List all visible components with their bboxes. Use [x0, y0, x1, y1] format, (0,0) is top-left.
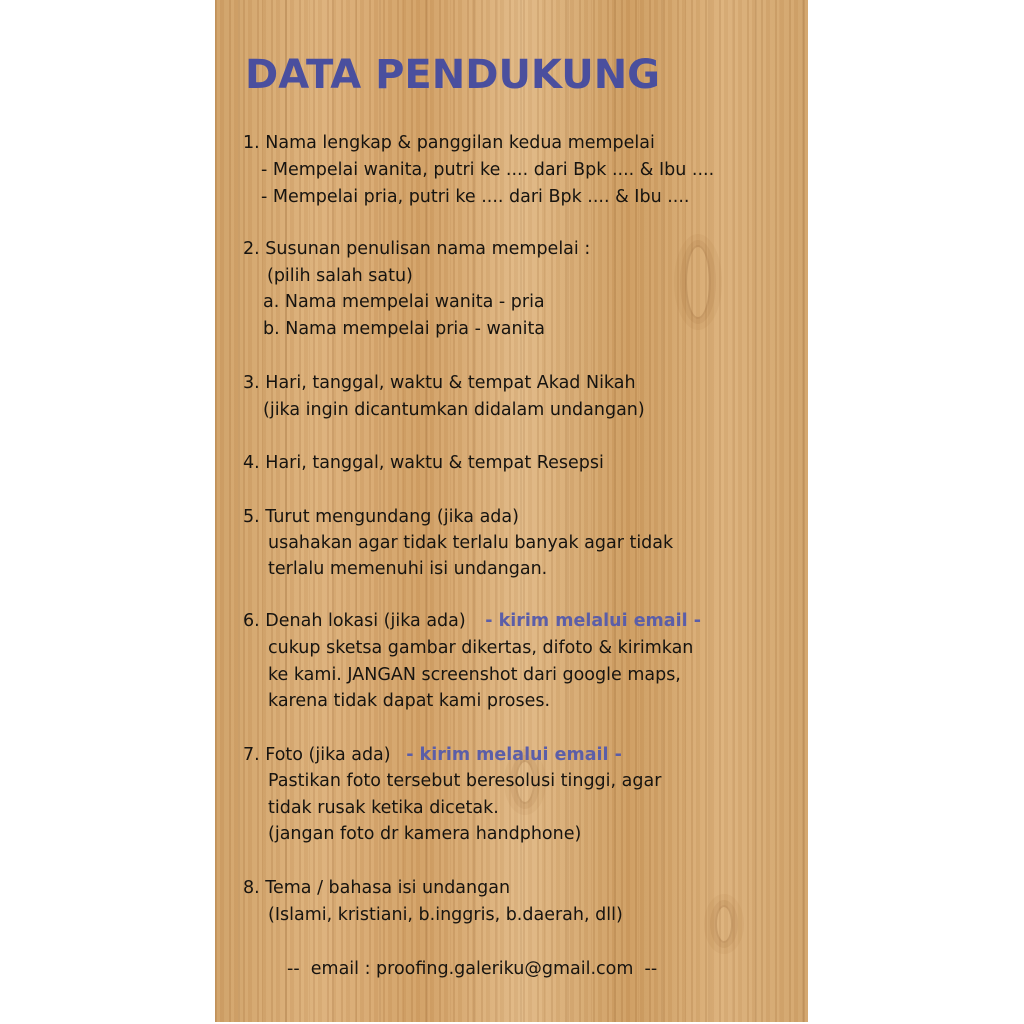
email-note: - kirim melalui email -: [406, 745, 622, 765]
item-6-line: cukup sketsa gambar dikertas, difoto & kirimkan: [268, 638, 694, 658]
item-8-line: (Islami, kristiani, b.inggris, b.daerah, dll): [268, 905, 623, 925]
item-7-line: (jangan foto dr kamera handphone): [268, 824, 582, 844]
page-title: DATA PENDUKUNG: [245, 52, 660, 98]
item-1-line: - Mempelai pria, putri ke .... dari Bpk .... & Ibu ....: [261, 187, 690, 207]
item-heading-text: Denah lokasi (jika ada): [265, 611, 466, 631]
item-heading-text: Hari, tanggal, waktu & tempat Akad Nikah: [265, 373, 636, 393]
item-heading-text: Nama lengkap & panggilan kedua mempelai: [265, 133, 655, 153]
item-7-heading: [243, 742, 622, 768]
item-6-line: ke kami. JANGAN screenshot dari google maps,: [268, 665, 681, 685]
item-4-heading: [243, 450, 604, 476]
wood-panel: [215, 0, 808, 1022]
item-5-line: terlalu memenuhi isi undangan.: [268, 559, 548, 579]
item-3-line: (jika ingin dicantumkan didalam undangan): [263, 400, 645, 420]
item-1-heading: [243, 130, 655, 156]
item-number: 6.: [243, 611, 260, 631]
item-7-line: Pastikan foto tersebut beresolusi tinggi, agar: [268, 771, 662, 791]
item-1-line: - Mempelai wanita, putri ke .... dari Bpk .... & Ibu ....: [261, 160, 715, 180]
item-heading-text: Tema / bahasa isi undangan: [265, 878, 511, 898]
item-5-line: usahakan agar tidak terlalu banyak agar tidak: [268, 533, 674, 553]
item-number: 8.: [243, 878, 260, 898]
item-2-option-b: b. Nama mempelai pria - wanita: [263, 319, 546, 339]
footer-email: -- email : proofing.galeriku@gmail.com --: [287, 959, 658, 979]
item-6-heading: [243, 608, 701, 634]
item-7-line: tidak rusak ketika dicetak.: [268, 798, 499, 818]
email-note: - kirim melalui email -: [485, 611, 701, 631]
item-number: 3.: [243, 373, 260, 393]
item-heading-text: Turut mengundang (jika ada): [265, 507, 519, 527]
item-number: 1.: [243, 133, 260, 153]
item-heading-text: Hari, tanggal, waktu & tempat Resepsi: [265, 453, 604, 473]
item-2-option-a: a. Nama mempelai wanita - pria: [263, 292, 545, 312]
wood-knot-decoration: [685, 245, 711, 319]
item-number: 7.: [243, 745, 260, 765]
item-number: 2.: [243, 239, 260, 259]
item-number: 5.: [243, 507, 260, 527]
wood-knot-decoration: [715, 905, 733, 943]
item-2-heading: [243, 236, 590, 262]
item-heading-text: Susunan penulisan nama mempelai :: [265, 239, 591, 259]
item-5-heading: [243, 504, 519, 530]
item-3-heading: [243, 370, 636, 396]
item-number: 4.: [243, 453, 260, 473]
item-6-line: karena tidak dapat kami proses.: [268, 691, 551, 711]
item-8-heading: [243, 875, 510, 901]
item-heading-text: Foto (jika ada): [265, 745, 391, 765]
item-2-line: (pilih salah satu): [267, 266, 413, 286]
